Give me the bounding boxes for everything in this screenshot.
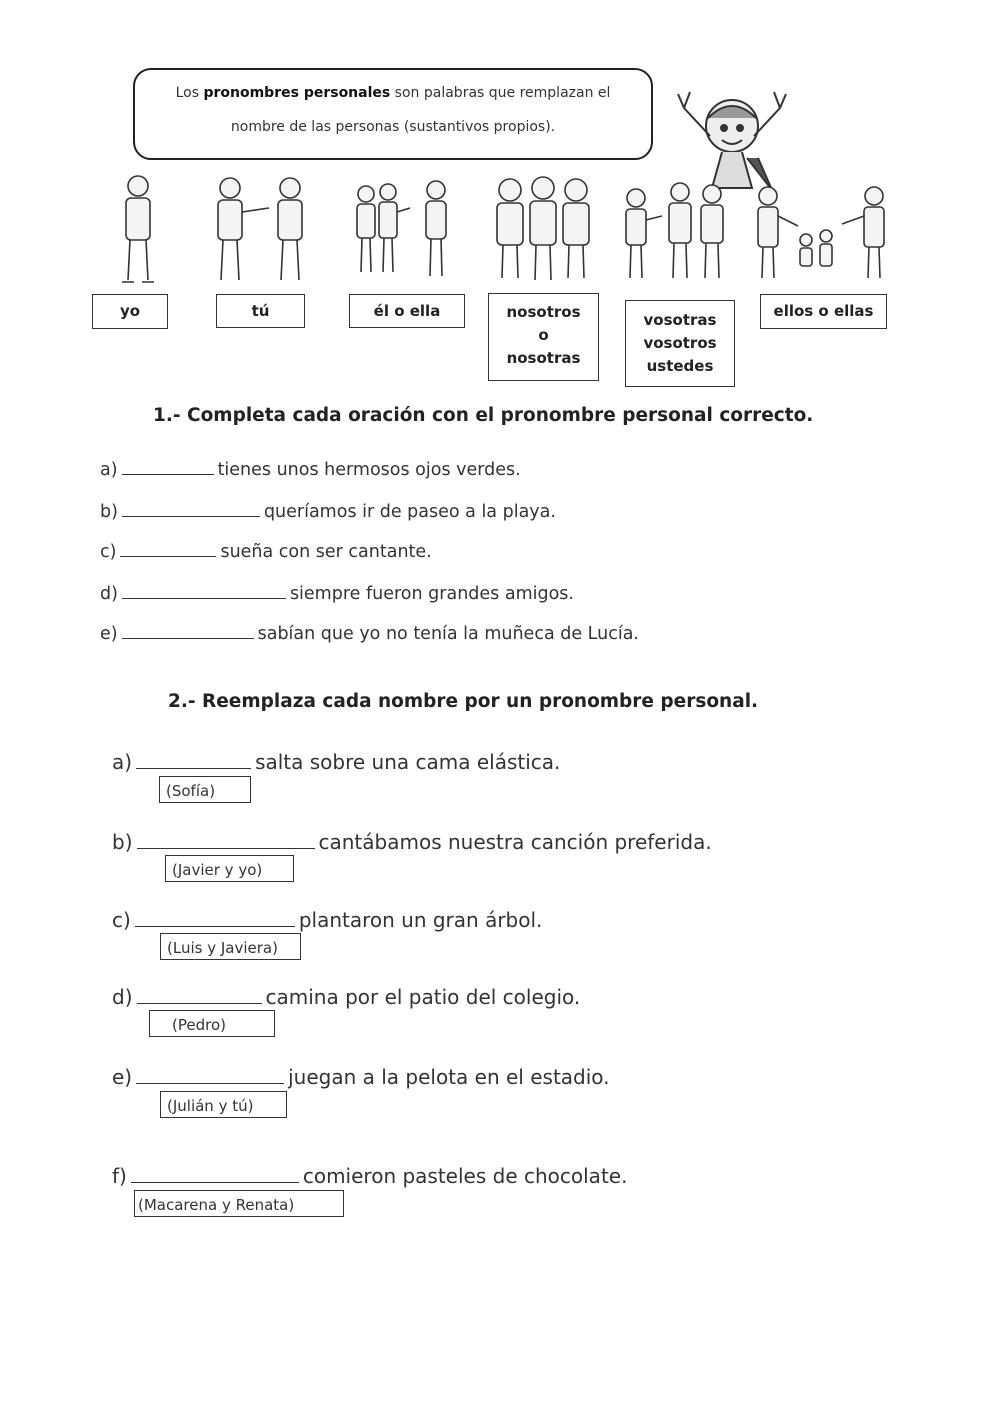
figure-tu-illustration xyxy=(205,172,315,287)
pronoun-label-el-ella: él o ella xyxy=(349,294,465,328)
exercise-2-item-f: f) comieron pasteles de chocolate. xyxy=(112,1164,628,1188)
exercise-2-item-b: b) cantábamos nuestra canción preferida. xyxy=(112,830,712,854)
answer-blank[interactable] xyxy=(136,1065,284,1084)
pronoun-label-tu: tú xyxy=(216,294,305,328)
answer-blank[interactable] xyxy=(122,582,286,599)
answer-blank[interactable] xyxy=(122,622,254,639)
answer-blank[interactable] xyxy=(137,985,262,1004)
exercise-1-item-a: a) tienes unos hermosos ojos verdes. xyxy=(100,460,521,480)
figure-yo-illustration xyxy=(108,172,168,287)
hint-box-e: (Julián y tú) xyxy=(160,1091,287,1118)
exercise-1-item-c: c) sueña con ser cantante. xyxy=(100,542,432,562)
figure-vosotros-illustration xyxy=(620,172,730,287)
exercise-2-item-a: a) salta sobre una cama elástica. xyxy=(112,750,561,774)
figure-ellos-illustration xyxy=(750,172,890,287)
definition-line-1: Los pronombres personales son palabras que remplazan el xyxy=(175,85,611,101)
answer-blank[interactable] xyxy=(120,540,216,557)
pronoun-label-vosotros: vosotras vosotros ustedes xyxy=(625,300,735,387)
answer-blank[interactable] xyxy=(137,830,315,849)
answer-blank[interactable] xyxy=(122,500,260,517)
exercise-2-title: 2.- Reemplaza cada nombre por un pronombre personal. xyxy=(168,691,759,712)
exercise-1-item-b: b) queríamos ir de paseo a la playa. xyxy=(100,502,556,522)
hint-box-c: (Luis y Javiera) xyxy=(160,933,301,960)
answer-blank[interactable] xyxy=(122,458,214,475)
hint-box-a: (Sofía) xyxy=(159,776,251,803)
pronoun-label-ellos: ellos o ellas xyxy=(760,294,887,329)
exercise-2-item-e: e) juegan a la pelota en el estadio. xyxy=(112,1065,610,1089)
exercise-1-title: 1.- Completa cada oración con el pronombre personal correcto. xyxy=(153,405,814,426)
pronoun-label-yo: yo xyxy=(92,294,168,329)
pronoun-label-nosotros: nosotros o nosotras xyxy=(488,293,599,381)
answer-blank[interactable] xyxy=(135,908,295,927)
exercise-1-item-e: e) sabían que yo no tenía la muñeca de Lucía. xyxy=(100,624,639,644)
answer-blank[interactable] xyxy=(131,1164,299,1183)
definition-line-2: nombre de las personas (sustantivos propios). xyxy=(230,119,556,135)
exercise-2-item-c: c) plantaron un gran árbol. xyxy=(112,908,543,932)
figure-nosotros-illustration xyxy=(488,172,598,287)
definition-box xyxy=(133,68,653,160)
hint-box-f: (Macarena y Renata) xyxy=(134,1190,344,1217)
exercise-2-item-d: d) camina por el patio del colegio. xyxy=(112,985,581,1009)
exercise-1-item-d: d) siempre fueron grandes amigos. xyxy=(100,584,574,604)
hint-box-d: (Pedro) xyxy=(149,1010,275,1037)
hint-box-b: (Javier y yo) xyxy=(165,855,294,882)
figure-el-ella-illustration xyxy=(348,172,458,287)
answer-blank[interactable] xyxy=(136,750,251,769)
